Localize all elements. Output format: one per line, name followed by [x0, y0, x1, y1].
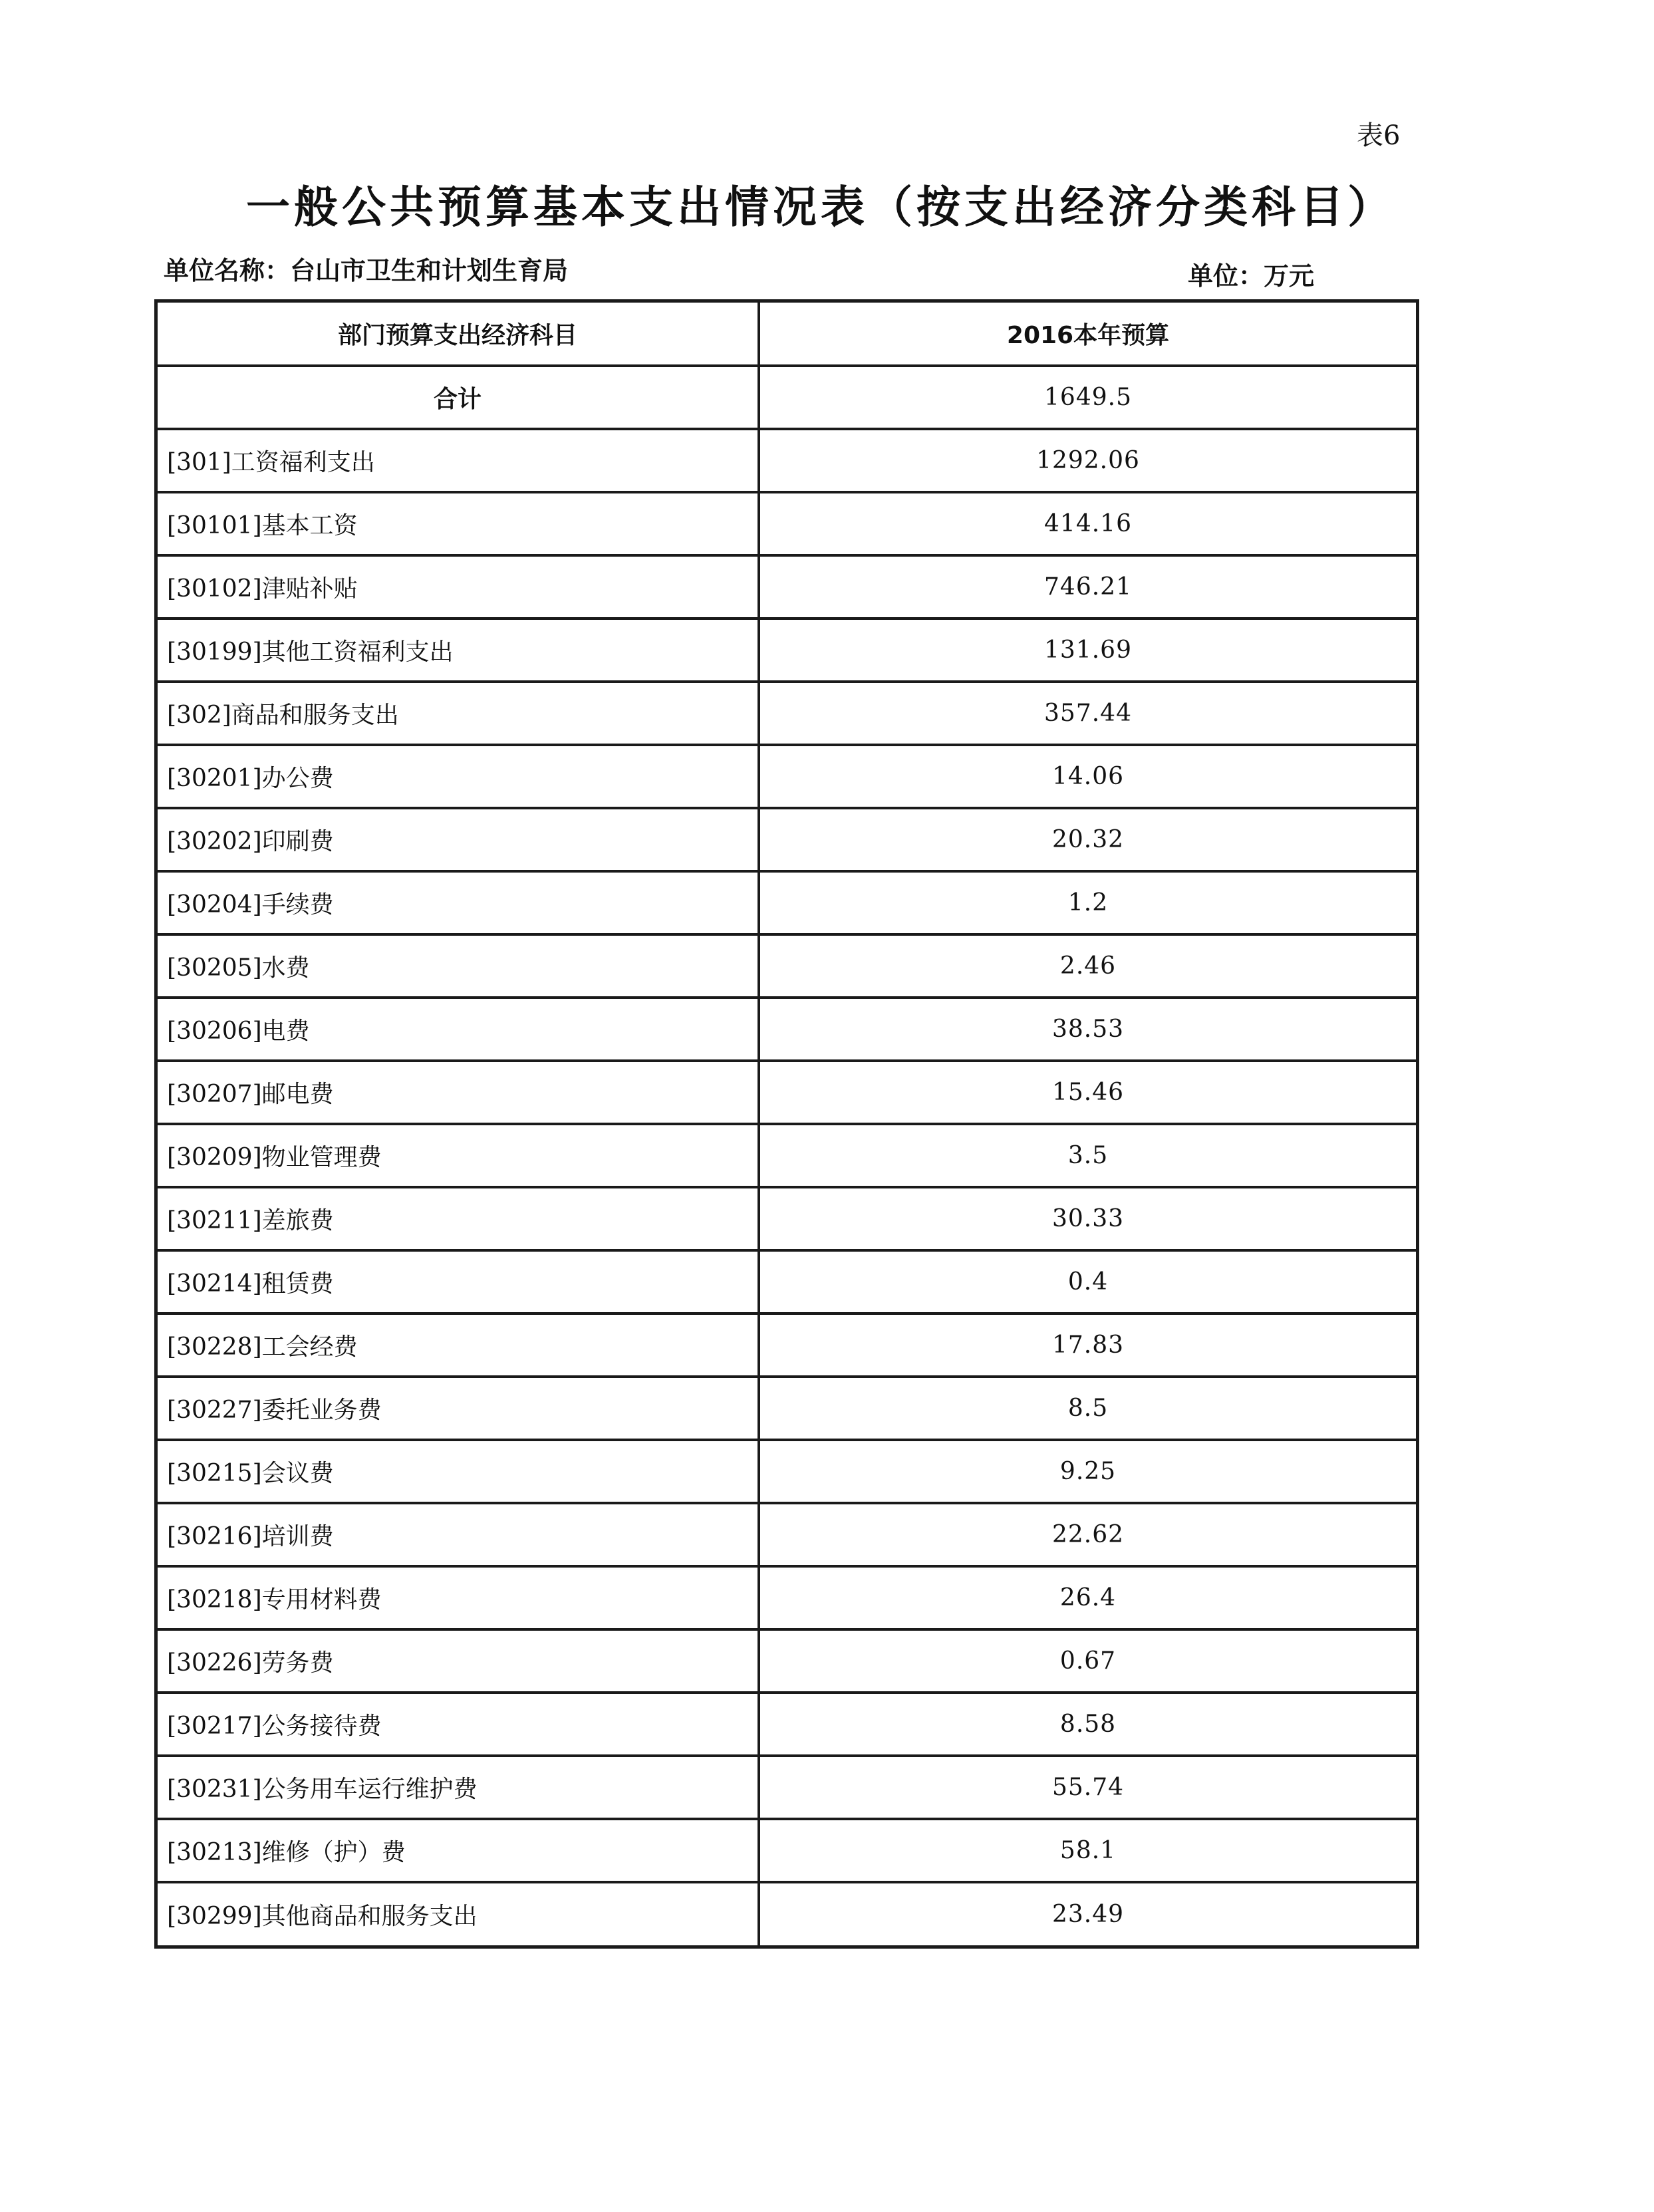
row-amount: 357.44 [759, 682, 1416, 745]
row-account: [30299]其他商品和服务支出 [158, 1882, 759, 1945]
row-account: [30213]维修（护）费 [158, 1819, 759, 1882]
table-row [158, 1187, 1416, 1250]
table-row [158, 998, 1416, 1061]
table-label: 表6 [1357, 120, 1401, 151]
table-row [158, 429, 1416, 492]
row-account: [301]工资福利支出 [158, 429, 759, 492]
table-row [158, 934, 1416, 998]
row-amount: 15.46 [759, 1061, 1416, 1124]
table-row [158, 1693, 1416, 1756]
row-account: [30214]租赁费 [158, 1250, 759, 1313]
table-row [158, 871, 1416, 934]
row-account: [30228]工会经费 [158, 1313, 759, 1377]
table-row [158, 1440, 1416, 1503]
budget-table [154, 299, 1419, 1949]
total-label: 合计 [158, 366, 759, 429]
row-amount: 414.16 [759, 492, 1416, 555]
row-amount: 9.25 [759, 1440, 1416, 1503]
row-amount: 30.33 [759, 1187, 1416, 1250]
row-account: [30204]手续费 [158, 871, 759, 934]
table-row [158, 1629, 1416, 1693]
table-row [158, 1377, 1416, 1440]
row-account: [30215]会议费 [158, 1440, 759, 1503]
header-budget: 2016本年预算 [759, 303, 1416, 366]
row-amount: 58.1 [759, 1819, 1416, 1882]
table-row [158, 1756, 1416, 1819]
row-amount: 0.4 [759, 1250, 1416, 1313]
row-amount: 3.5 [759, 1124, 1416, 1187]
row-account: [30206]电费 [158, 998, 759, 1061]
table-row [158, 492, 1416, 555]
total-row [158, 366, 1416, 429]
table-row [158, 555, 1416, 619]
row-account: [302]商品和服务支出 [158, 682, 759, 745]
row-amount: 2.46 [759, 934, 1416, 998]
page-title: 一般公共预算基本支出情况表（按支出经济分类科目） [246, 182, 1395, 233]
row-amount: 746.21 [759, 555, 1416, 619]
table-row [158, 1503, 1416, 1566]
row-amount: 0.67 [759, 1629, 1416, 1693]
table-row [158, 1313, 1416, 1377]
row-account: [30101]基本工资 [158, 492, 759, 555]
unit-label: 单位：万元 [1188, 261, 1315, 291]
row-account: [30199]其他工资福利支出 [158, 619, 759, 682]
row-account: [30102]津贴补贴 [158, 555, 759, 619]
row-amount: 26.4 [759, 1566, 1416, 1629]
header-row [158, 303, 1416, 366]
row-account: [30226]劳务费 [158, 1629, 759, 1693]
row-amount: 17.83 [759, 1313, 1416, 1377]
row-account: [30207]邮电费 [158, 1061, 759, 1124]
header-account: 部门预算支出经济科目 [158, 303, 759, 366]
row-account: [30209]物业管理费 [158, 1124, 759, 1187]
row-account: [30217]公务接待费 [158, 1693, 759, 1756]
row-amount: 55.74 [759, 1756, 1416, 1819]
table-row [158, 745, 1416, 808]
row-account: [30218]专用材料费 [158, 1566, 759, 1629]
row-amount: 8.58 [759, 1693, 1416, 1756]
row-amount: 20.32 [759, 808, 1416, 871]
total-amount: 1649.5 [759, 366, 1416, 429]
table-row [158, 1250, 1416, 1313]
table-row [158, 682, 1416, 745]
row-account: [30201]办公费 [158, 745, 759, 808]
table-row [158, 1061, 1416, 1124]
row-amount: 8.5 [759, 1377, 1416, 1440]
table-row [158, 1819, 1416, 1882]
table-row [158, 1882, 1416, 1945]
row-account: [30227]委托业务费 [158, 1377, 759, 1440]
row-account: [30211]差旅费 [158, 1187, 759, 1250]
row-account: [30205]水费 [158, 934, 759, 998]
row-amount: 1.2 [759, 871, 1416, 934]
row-account: [30202]印刷费 [158, 808, 759, 871]
unit-name: 单位名称：台山市卫生和计划生育局 [164, 256, 569, 285]
row-amount: 1292.06 [759, 429, 1416, 492]
row-account: [30216]培训费 [158, 1503, 759, 1566]
row-amount: 23.49 [759, 1882, 1416, 1945]
table-row [158, 808, 1416, 871]
table-row [158, 1124, 1416, 1187]
row-amount: 14.06 [759, 745, 1416, 808]
row-amount: 22.62 [759, 1503, 1416, 1566]
table-row [158, 1566, 1416, 1629]
table-row [158, 619, 1416, 682]
row-amount: 38.53 [759, 998, 1416, 1061]
row-account: [30231]公务用车运行维护费 [158, 1756, 759, 1819]
row-amount: 131.69 [759, 619, 1416, 682]
